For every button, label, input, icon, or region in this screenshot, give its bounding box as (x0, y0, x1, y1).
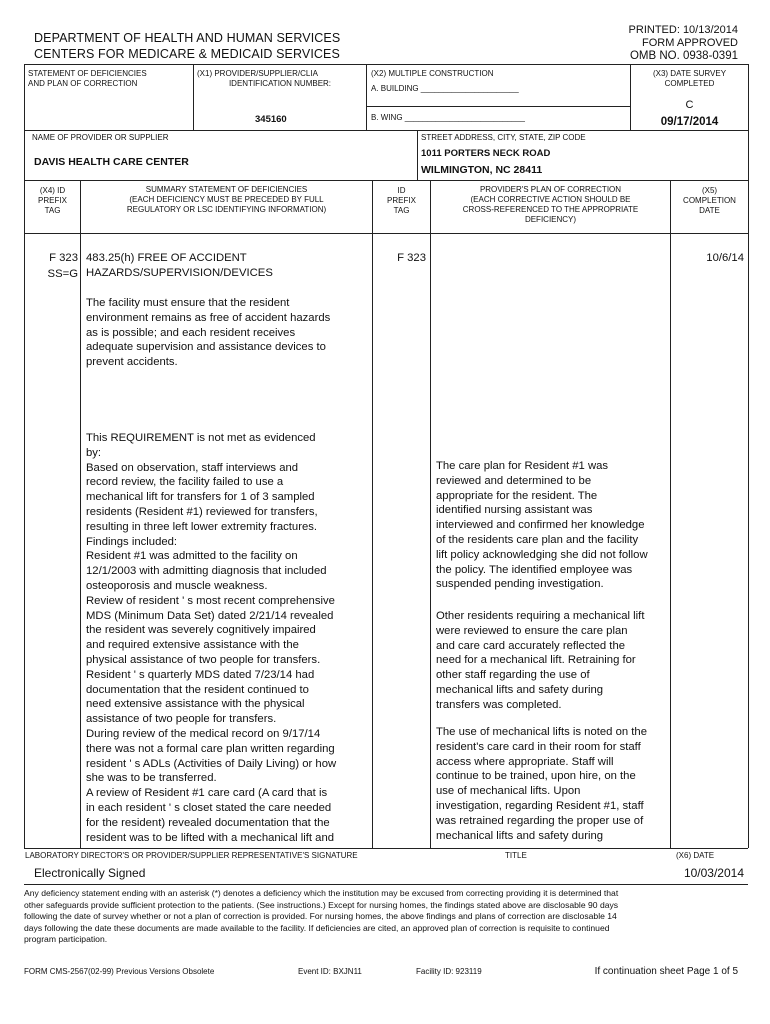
agency-title: CENTERS FOR MEDICARE & MEDICAID SERVICES (34, 47, 340, 61)
rule-col-summary (372, 180, 373, 848)
signature-value: Electronically Signed (34, 866, 146, 880)
survey-completed-date: 09/17/2014 (660, 116, 719, 128)
rule-left (24, 64, 25, 848)
form-approved: FORM APPROVED (642, 37, 738, 49)
rule-v1 (193, 64, 194, 130)
rule-columns-bottom (24, 233, 748, 234)
plan-paragraph-1: The care plan for Resident #1 was reviewed and determined to be appropriate for the resident. The identified nursing assistant was interviewed and confirmed her knowledge of the residents care plan and the facility lift policy acknowledging she did not follow the policy. The identified employee was suspended pending investigation. (436, 460, 648, 591)
rule-signature-top (24, 848, 748, 849)
page-number: If continuation sheet Page 1 of 5 (594, 966, 738, 977)
rule-provider (24, 130, 748, 131)
event-id: Event ID: BXJN11 (298, 967, 362, 976)
rule-col-plan (670, 180, 671, 848)
rule-signature-bottom (24, 884, 748, 885)
rule-top (24, 64, 748, 65)
x3-label: (X3) DATE SURVEY COMPLETED (652, 69, 727, 88)
x2-building: A. BUILDING ______________________ (371, 84, 519, 93)
x2-wing: B. WING ___________________________ (371, 113, 525, 122)
plan-paragraph-3: The use of mechanical lifts is noted on the resident's care card in their room for staff access where appropriate. Staff will continue to be trained, upon hire, on the use of mechanical lifts. Upon investigation, regarding Resident #1, staff was retrained regarding the proper use of mechanical lifts and safety during (436, 726, 647, 842)
rule-columns-top (24, 180, 748, 181)
col-header-summary: SUMMARY STATEMENT OF DEFICIENCIES (EACH DEFICIENCY MUST BE PRECEDED BY FULL REGULATORY OR LSC IDENTIFYING INFORMATION) (126, 185, 327, 214)
rule-col-x4 (80, 180, 81, 848)
signature-date: 10/03/2014 (683, 866, 744, 880)
signature-label: LABORATORY DIRECTOR'S OR PROVIDER/SUPPLIER REPRESENTATIVE'S SIGNATURE (25, 851, 358, 860)
rule-v2 (366, 64, 367, 130)
rule-right (748, 64, 749, 848)
disclosure-footnote: Any deficiency statement ending with an asterisk (*) denotes a deficiency which the institution may be excused from correcting providing it is determined that other safeguards provide sufficient protection to the patients. (See instructions.) Except for nursing homes, the findings stated above are disclosable 90 days following the date of survey whether or not a plan of correction is provided. For nursing homes, the above findings and plans of correction are disclosable 14 days following the date these documents are made available to the facility. If deficiencies are cited, an approved plan of correction is requisite to continued program participation. (24, 888, 619, 944)
address-street: 1011 PORTERS NECK ROAD (421, 148, 551, 159)
address-label: STREET ADDRESS, CITY, STATE, ZIP CODE (421, 133, 586, 142)
rule-v-address (417, 130, 418, 180)
provider-name: DAVIS HEALTH CARE CENTER (34, 156, 189, 168)
deficiency-tag: F 323 (49, 252, 78, 264)
plan-tag: F 323 (397, 252, 426, 264)
col-header-x4: (X4) ID PREFIX TAG (38, 186, 67, 215)
form-number: FORM CMS-2567(02-99) Previous Versions Obsolete (24, 967, 215, 976)
regulation-text: The facility must ensure that the resident environment remains as free of accident hazards as is possible; and each resident receives adequate supervision and assistance devices to prevent accidents. (86, 297, 331, 369)
department-title: DEPARTMENT OF HEALTH AND HUMAN SERVICES (34, 31, 341, 45)
col-header-id: ID PREFIX TAG (387, 186, 416, 215)
plan-paragraph-2: Other residents requiring a mechanical lift were reviewed to ensure the care plan and care card accurately reflected the need for a mechanical lift. Retraining for other staff regarding the use of mechanical lifts and safety during transfers was completed. (436, 610, 645, 711)
printed-date: PRINTED: 10/13/2014 (628, 24, 738, 36)
findings-text: This REQUIREMENT is not met as evidenced by: Based on observation, staff interviews and record review, the facility failed to use a mechanical lift for transfers for 1 of 3 sampled residents (Resident #1) reviewed for transfers, resulting in three left lower extremity fractures. Findings included: Resident #1 was admitted to the facility on 12/1/2003 with admitting diagnosis that included osteoporosis and muscle weakness. Review of resident ' s most recent comprehensive MDS (Minimum Data Set) dated 2/21/14 revealed the resident was severely cognitively impaired and required extensive assistance with the physical assistance of two people for transfers. Resident ' s quarterly MDS dated 7/23/14 had documentation that the resident continued to need extensive assistance with the physical assistance of two people for transfers. During review of the medical record on 9/17/14 there was not a formal care plan written regarding resident ' s ADLs (Activities of Daily Living) or how she was to be transferred. A review of Resident #1 care card (A card that is in each resident ' s closet stated the care needed for the resident) revealed documentation that the resident was to be lifted with a mechanical lift and (86, 432, 337, 844)
deficiency-title: 483.25(h) FREE OF ACCIDENT HAZARDS/SUPERVISION/DEVICES (86, 252, 273, 279)
title-label: TITLE (505, 851, 527, 860)
address-city: WILMINGTON, NC 28411 (421, 164, 543, 176)
scope-severity: SS=G (47, 268, 78, 280)
provider-id-number: 345160 (255, 114, 287, 125)
omb-number: OMB NO. 0938-0391 (629, 50, 738, 62)
provider-name-label: NAME OF PROVIDER OR SUPPLIER (32, 133, 169, 142)
col-header-x5: (X5) COMPLETION DATE (683, 186, 736, 215)
rule-col-id (430, 180, 431, 848)
statement-label: STATEMENT OF DEFICIENCIES AND PLAN OF CORRECTION (28, 69, 147, 88)
completion-date: 10/6/14 (706, 252, 744, 264)
facility-id: Facility ID: 923119 (416, 967, 482, 976)
x2-label: (X2) MULTIPLE CONSTRUCTION (371, 69, 494, 78)
rule-building (366, 106, 630, 107)
x3-code: C (685, 99, 694, 111)
col-header-plan: PROVIDER'S PLAN OF CORRECTION (EACH CORRECTIVE ACTION SHOULD BE CROSS-REFERENCED TO THE APPROPRIATE DEFICIENCY) (462, 185, 639, 224)
x1-label: (X1) PROVIDER/SUPPLIER/CLIA IDENTIFICATION NUMBER: (197, 69, 332, 88)
x6-date-label: (X6) DATE (676, 851, 715, 860)
